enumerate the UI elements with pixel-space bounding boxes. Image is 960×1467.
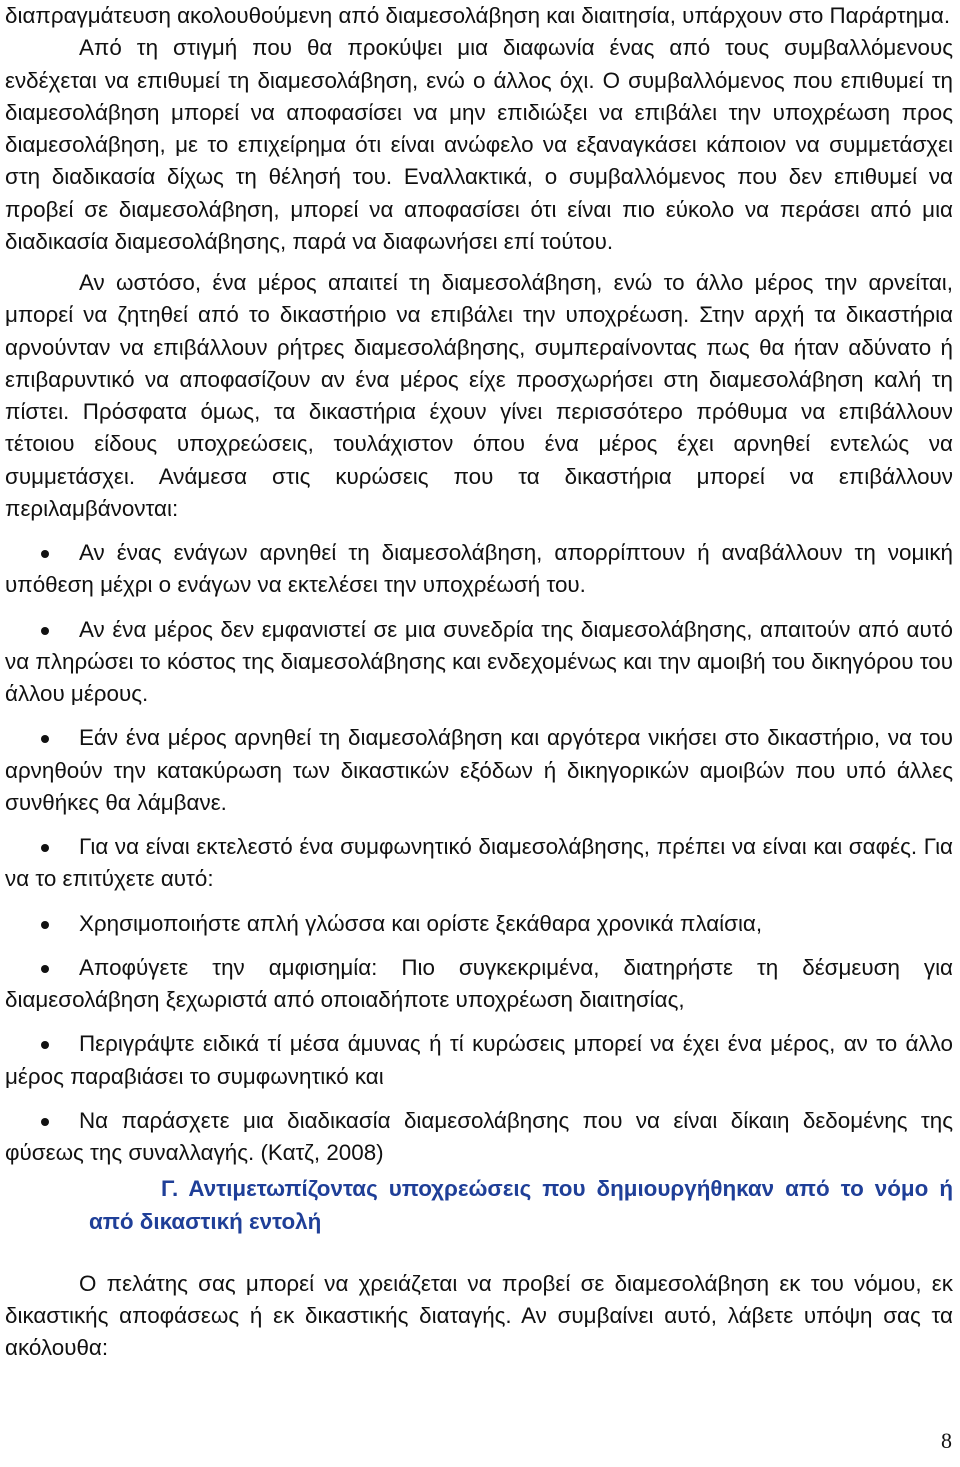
paragraph-disagreement: Από τη στιγμή που θα προκύψει μια διαφωνία ένας από τους συμβαλλόμενους ενδέχεται να επιθυμεί τη διαμεσολάβηση, ενώ ο άλλος όχι. Ο συμβαλλόμενος που επιθυμεί τη διαμεσολάβηση μπορεί να αποφασίσει να μην επιδιώξει να επιβάλει την υποχρέωση προς διαμεσολάβηση, με το επιχείρημα ότι είναι ανώφελο να εξαναγκάσει κάποιον να συμμετάσχει στη διαδικασία δίχως τη θέλησή του. Εναλλακτικά, ο συμβαλλόμενος που δεν επιθυμεί να προβεί σε διαμεσολάβηση, μπορεί να αποφασίσει ότι είναι πιο εύκολο να περάσει από μια διαδικασία διαμεσολάβησης, παρά να διαφωνήσει επί τούτου.	[5, 35, 953, 254]
bullet-icon	[41, 735, 49, 743]
paragraph-legal-obligation: Ο πελάτης σας μπορεί να χρειάζεται να προβεί σε διαμεσολάβηση εκ του νόμου, εκ δικαστικής αποφάσεως ή εκ δικαστικής διαταγής. Αν συμβαίνει αυτό, λάβετε υπόψη σας τα ακόλουθα:	[5, 1270, 953, 1361]
bullet-icon	[41, 627, 49, 635]
bullet-icon	[41, 921, 49, 929]
list-item: Αποφύγετε την αμφισημία: Πιο συγκεκριμένα, διατηρήστε τη δέσμευση για διαμεσολάβηση ξεχωριστά από οποιαδήποτε υποχρέωση διαιτησίας,	[5, 954, 953, 1012]
bullet-icon	[41, 1041, 49, 1049]
list-item: Να παράσχετε μια διαδικασία διαμεσολάβησης που να είναι δίκαιη δεδομένης της φύσεως της συναλλαγής. (Κατζ, 2008)	[5, 1107, 953, 1165]
bullet-icon	[41, 1118, 49, 1126]
list-item: Εάν ένα μέρος αρνηθεί τη διαμεσολάβηση και αργότερα νικήσει στο δικαστήριο, να του αρνηθούν την κατακύρωση των δικαστικών εξόδων ή δικηγορικών αμοιβών που υπό άλλες συνθήκες θα λάμβανε.	[5, 725, 953, 815]
list-item: Αν ένα μέρος δεν εμφανιστεί σε μια συνεδρία της διαμεσολάβησης, απαιτούν από αυτό να πληρώσει το κόστος της διαμεσολάβησης και ενδεχομένως και την αμοιβή του δικηγόρου του άλλου μέρους.	[5, 616, 953, 706]
bullet-icon	[41, 844, 49, 852]
section-heading: Γ. Αντιμετωπίζοντας υποχρεώσεις που δημιουργήθηκαν από το νόμο ή από δικαστική εντολή	[89, 1176, 953, 1234]
document-page	[5, 0, 953, 1365]
bullet-icon	[41, 965, 49, 973]
list-item: Αν ένας ενάγων αρνηθεί τη διαμεσολάβηση, απορρίπτουν ή αναβάλλουν τη νομική υπόθεση μέχρι ο ενάγων να εκτελέσει την υποχρέωσή του.	[5, 540, 953, 598]
list-item: Χρησιμοποιήστε απλή γλώσσα και ορίστε ξεκάθαρα χρονικά πλαίσια,	[5, 908, 953, 940]
tips-list	[5, 908, 953, 1170]
list-item: Περιγράψτε ειδικά τί μέσα άμυνας ή τί κυρώσεις μπορεί να έχει ένα μέρος, αν το άλλο μέρος παραβιάσει το συμφωνητικό και	[5, 1031, 953, 1089]
sanctions-list	[5, 537, 953, 896]
paragraph-continuation: διαπραγμάτευση ακολουθούμενη από διαμεσολάβηση και διαιτησία, υπάρχουν στο Παράρτημα.	[5, 3, 951, 28]
paragraph-court-enforcement: Αν ωστόσο, ένα μέρος απαιτεί τη διαμεσολάβηση, ενώ το άλλο μέρος την αρνείται, μπορεί να ζητηθεί από το δικαστήριο να επιβάλει την υποχρέωση. Στην αρχή τα δικαστήρια αρνούνταν να επιβάλλουν ρήτρες διαμεσολάβησης, συμπεραίνοντας πως θα ήταν αδύνατο ή επιβαρυντικό να αποφασίζουν αν ένα μέρος είχε προσχωρήσει στη διαμεσολάβηση καλή τη πίστει. Πρόσφατα όμως, τα δικαστήρια έχουν γίνει περισσότερο πρόθυμα να επιβάλλουν τέτοιου είδους υποχρεώσεις, τουλάχιστον όπου ένα μέρος έχει αρνηθεί εντελώς να συμμετάσχει. Ανάμεσα στις κυρώσεις που τα δικαστήρια μπορεί να επιβάλλουν περιλαμβάνονται:	[5, 270, 953, 521]
bullet-icon	[41, 550, 49, 558]
list-item: Για να είναι εκτελεστό ένα συμφωνητικό διαμεσολάβησης, πρέπει να είναι και σαφές. Για να το επιτύχετε αυτό:	[5, 834, 953, 892]
page-number: 8	[941, 1428, 952, 1453]
